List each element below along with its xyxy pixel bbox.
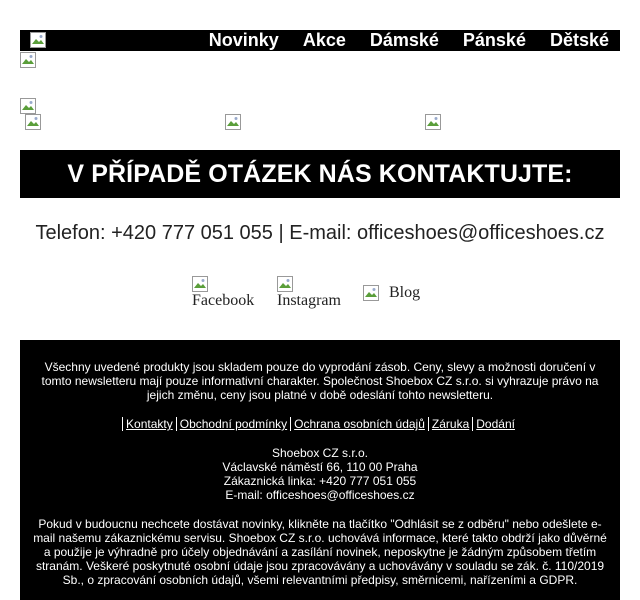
footer xyxy=(20,340,620,600)
footer-link-dodani[interactable]: Dodání xyxy=(472,417,518,431)
logo-broken-image-icon[interactable] xyxy=(30,32,46,48)
top-nav-bar xyxy=(20,30,620,51)
nav-link-panske[interactable]: Pánské xyxy=(462,30,526,50)
nav-links xyxy=(197,30,620,51)
nav-link-novinky[interactable]: Novinky xyxy=(208,30,279,50)
customer-hotline: Zákaznická linka: +420 777 051 055 xyxy=(223,474,417,488)
social-facebook-link[interactable] xyxy=(192,276,254,312)
product-broken-image-icon[interactable] xyxy=(25,114,41,130)
footer-links xyxy=(20,417,620,431)
company-address: Václavské náměstí 66, 110 00 Praha xyxy=(222,460,418,474)
blog-label: Blog xyxy=(389,284,421,301)
product-broken-image-icon[interactable] xyxy=(425,114,441,130)
footer-link-ochrana-udaju[interactable]: Ochrana osobních údajů xyxy=(290,417,428,431)
facebook-broken-image-icon xyxy=(192,276,208,292)
footer-link-kontakty[interactable]: Kontakty xyxy=(122,417,176,431)
blog-broken-image-icon xyxy=(363,285,379,301)
contact-heading: V PŘÍPADĚ OTÁZEK NÁS KONTAKTUJTE: xyxy=(20,150,620,198)
contact-info-line[interactable]: Telefon: +420 777 051 055 | E-mail: officeshoes@officeshoes.cz xyxy=(35,222,605,244)
footer-disclaimer: Všechny uvedené produkty jsou skladem pouze do vyprodání zásob. Ceny, slevy a možnosti doručení v tomto newsletteru mají pouze informativní charakter. Společnost Shoebox CZ s.r.o. si vyhrazuje právo na jejich změnu, ceny jsou platné v době odeslání tohto newsletteru. xyxy=(41,360,599,402)
social-instagram-link[interactable] xyxy=(277,276,341,312)
banner-broken-image-icon[interactable] xyxy=(20,98,36,114)
banner-broken-image-icon[interactable] xyxy=(20,52,36,68)
social-blog-link[interactable] xyxy=(363,284,420,302)
company-name: Shoebox CZ s.r.o. xyxy=(271,446,369,460)
nav-link-detske[interactable]: Dětské xyxy=(549,30,609,50)
footer-address-block xyxy=(20,446,620,502)
footer-link-zaruka[interactable]: Záruka xyxy=(428,417,472,431)
nav-link-akce[interactable]: Akce xyxy=(302,30,346,50)
company-email[interactable]: E-mail: officeshoes@officeshoes.cz xyxy=(225,488,415,502)
instagram-broken-image-icon xyxy=(277,276,293,292)
instagram-label: Instagram xyxy=(277,292,341,309)
product-broken-image-icon[interactable] xyxy=(225,114,241,130)
footer-link-obchodni-podminky[interactable]: Obchodní podmínky xyxy=(176,417,290,431)
unsubscribe-notice: Pokud v budoucnu nechcete dostávat novinky, klikněte na tlačítko "Odhlásit se z odběru" nebo odešlete e-mail našemu zákaznickému servisu. Shoebox CZ s.r.o. uchovává informace, které takto obdrží jako důvěrné a použije je výhradně pro účely objednávání a zasílání novinek, neposkytne je žádným způsobem třetím stranám. Veškeré poskytnuté osobní údaje jsou zpracovávány a uchovávány v souladu se zák. č. 110/2019 Sb., o zpracování osobních údajů, všemi relevantními předpisy, směrnicemi, nařízeními a GDPR. xyxy=(33,517,607,587)
nav-link-damske[interactable]: Dámské xyxy=(369,30,439,50)
facebook-label: Facebook xyxy=(192,292,255,309)
